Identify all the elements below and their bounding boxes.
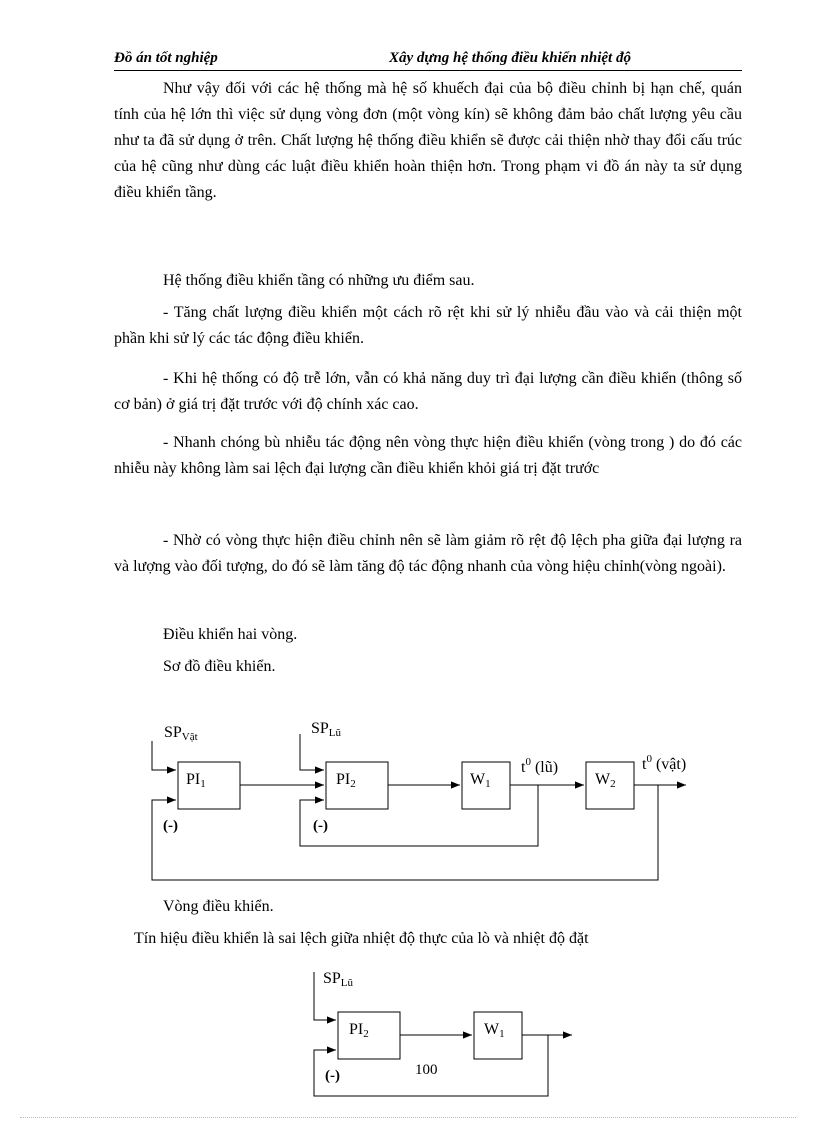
paragraph-bullet-3: - Nhanh chóng bù nhiễu tác động nên vòng thực hiện điều khiển (vòng trong ) do đó các nhiễu này không làm sai lệch đại lượng cần điều khiển khỏi giá trị đặt trước bbox=[114, 434, 742, 477]
paragraph-advantages: Hệ thống điều khiển tầng có những ưu điểm sau. bbox=[163, 272, 475, 289]
w2-label: W2 bbox=[595, 771, 616, 790]
sp-lu-label-2: SPLũ bbox=[323, 970, 354, 989]
header-right: Xây dựng hệ thống điều khiển nhiệt độ bbox=[389, 50, 631, 66]
caption-signal: Tín hiệu điều khiển là sai lệch giữa nhiệt độ thực của lò và nhiệt độ đặt bbox=[134, 930, 589, 947]
t-lu-label: $t^0$ (lũ) bbox=[521, 756, 559, 776]
pi2-label-2: PI2 bbox=[349, 1021, 369, 1040]
w1-label: W1 bbox=[470, 771, 491, 790]
negative-sign-inner: (-) bbox=[313, 818, 328, 834]
negative-sign-2: (-) bbox=[325, 1068, 340, 1084]
pi2-label: PI2 bbox=[336, 771, 356, 790]
header-left: Đồ án tốt nghiệp bbox=[114, 50, 218, 66]
t-vat-label: $t^0$ (vật) bbox=[642, 753, 687, 773]
negative-sign-outer: (-) bbox=[163, 818, 178, 834]
caption-loop: Vòng điều khiển. bbox=[163, 898, 274, 915]
sp-vat-label: SPVật bbox=[164, 724, 198, 743]
w1-label-2: W1 bbox=[484, 1021, 505, 1040]
paragraph-intro: Như vậy đối với các hệ thống mà hệ số khuếch đại của bộ điều chỉnh bị hạn chế, quán tính của hệ lớn thì việc sử dụng vòng đơn (một vòng kín) sẽ không đảm bảo chất lượng yêu cầu như ta đã sử dụng ở trên. Chất lượng hệ thống điều khiển sẽ được cải thiện nhờ thay đổi cấu trúc của hệ cũng như dùng các luật điều khiển hoàn thiện hơn. Trong phạm vi đồ án này ta sử dụng điều khiển tầng. bbox=[114, 80, 742, 201]
value-100: 100 bbox=[415, 1062, 438, 1078]
sp-lu-label: SPLũ bbox=[311, 720, 342, 739]
line-two-loop: Điều khiển hai vòng. bbox=[163, 626, 298, 643]
pi2-block-2 bbox=[338, 1012, 400, 1059]
line-diagram: Sơ đồ điều khiển. bbox=[163, 658, 276, 675]
paragraph-bullet-4: - Nhờ có vòng thực hiện điều chỉnh nên sẽ làm giảm rõ rệt độ lệch pha giữa đại lượng ra và lượng vào đối tượng, do đó sẽ làm tăng độ tác động nhanh của vòng hiệu chỉnh(vòng ngoài). bbox=[114, 532, 742, 575]
paragraph-bullet-2: - Khi hệ thống có độ trễ lớn, vẫn có khả năng duy trì đại lượng cần điều khiển (thông số cơ bản) ở giá trị đặt trước với độ chính xác cao. bbox=[114, 370, 742, 413]
pi1-label: PI1 bbox=[186, 771, 206, 790]
paragraph-bullet-1: - Tăng chất lượng điều khiển một cách rõ rệt khi sử lý nhiễu đầu vào và cải thiện một phần khi sử lý các tác động điều khiển. bbox=[114, 304, 742, 347]
footer-divider bbox=[20, 1117, 796, 1118]
